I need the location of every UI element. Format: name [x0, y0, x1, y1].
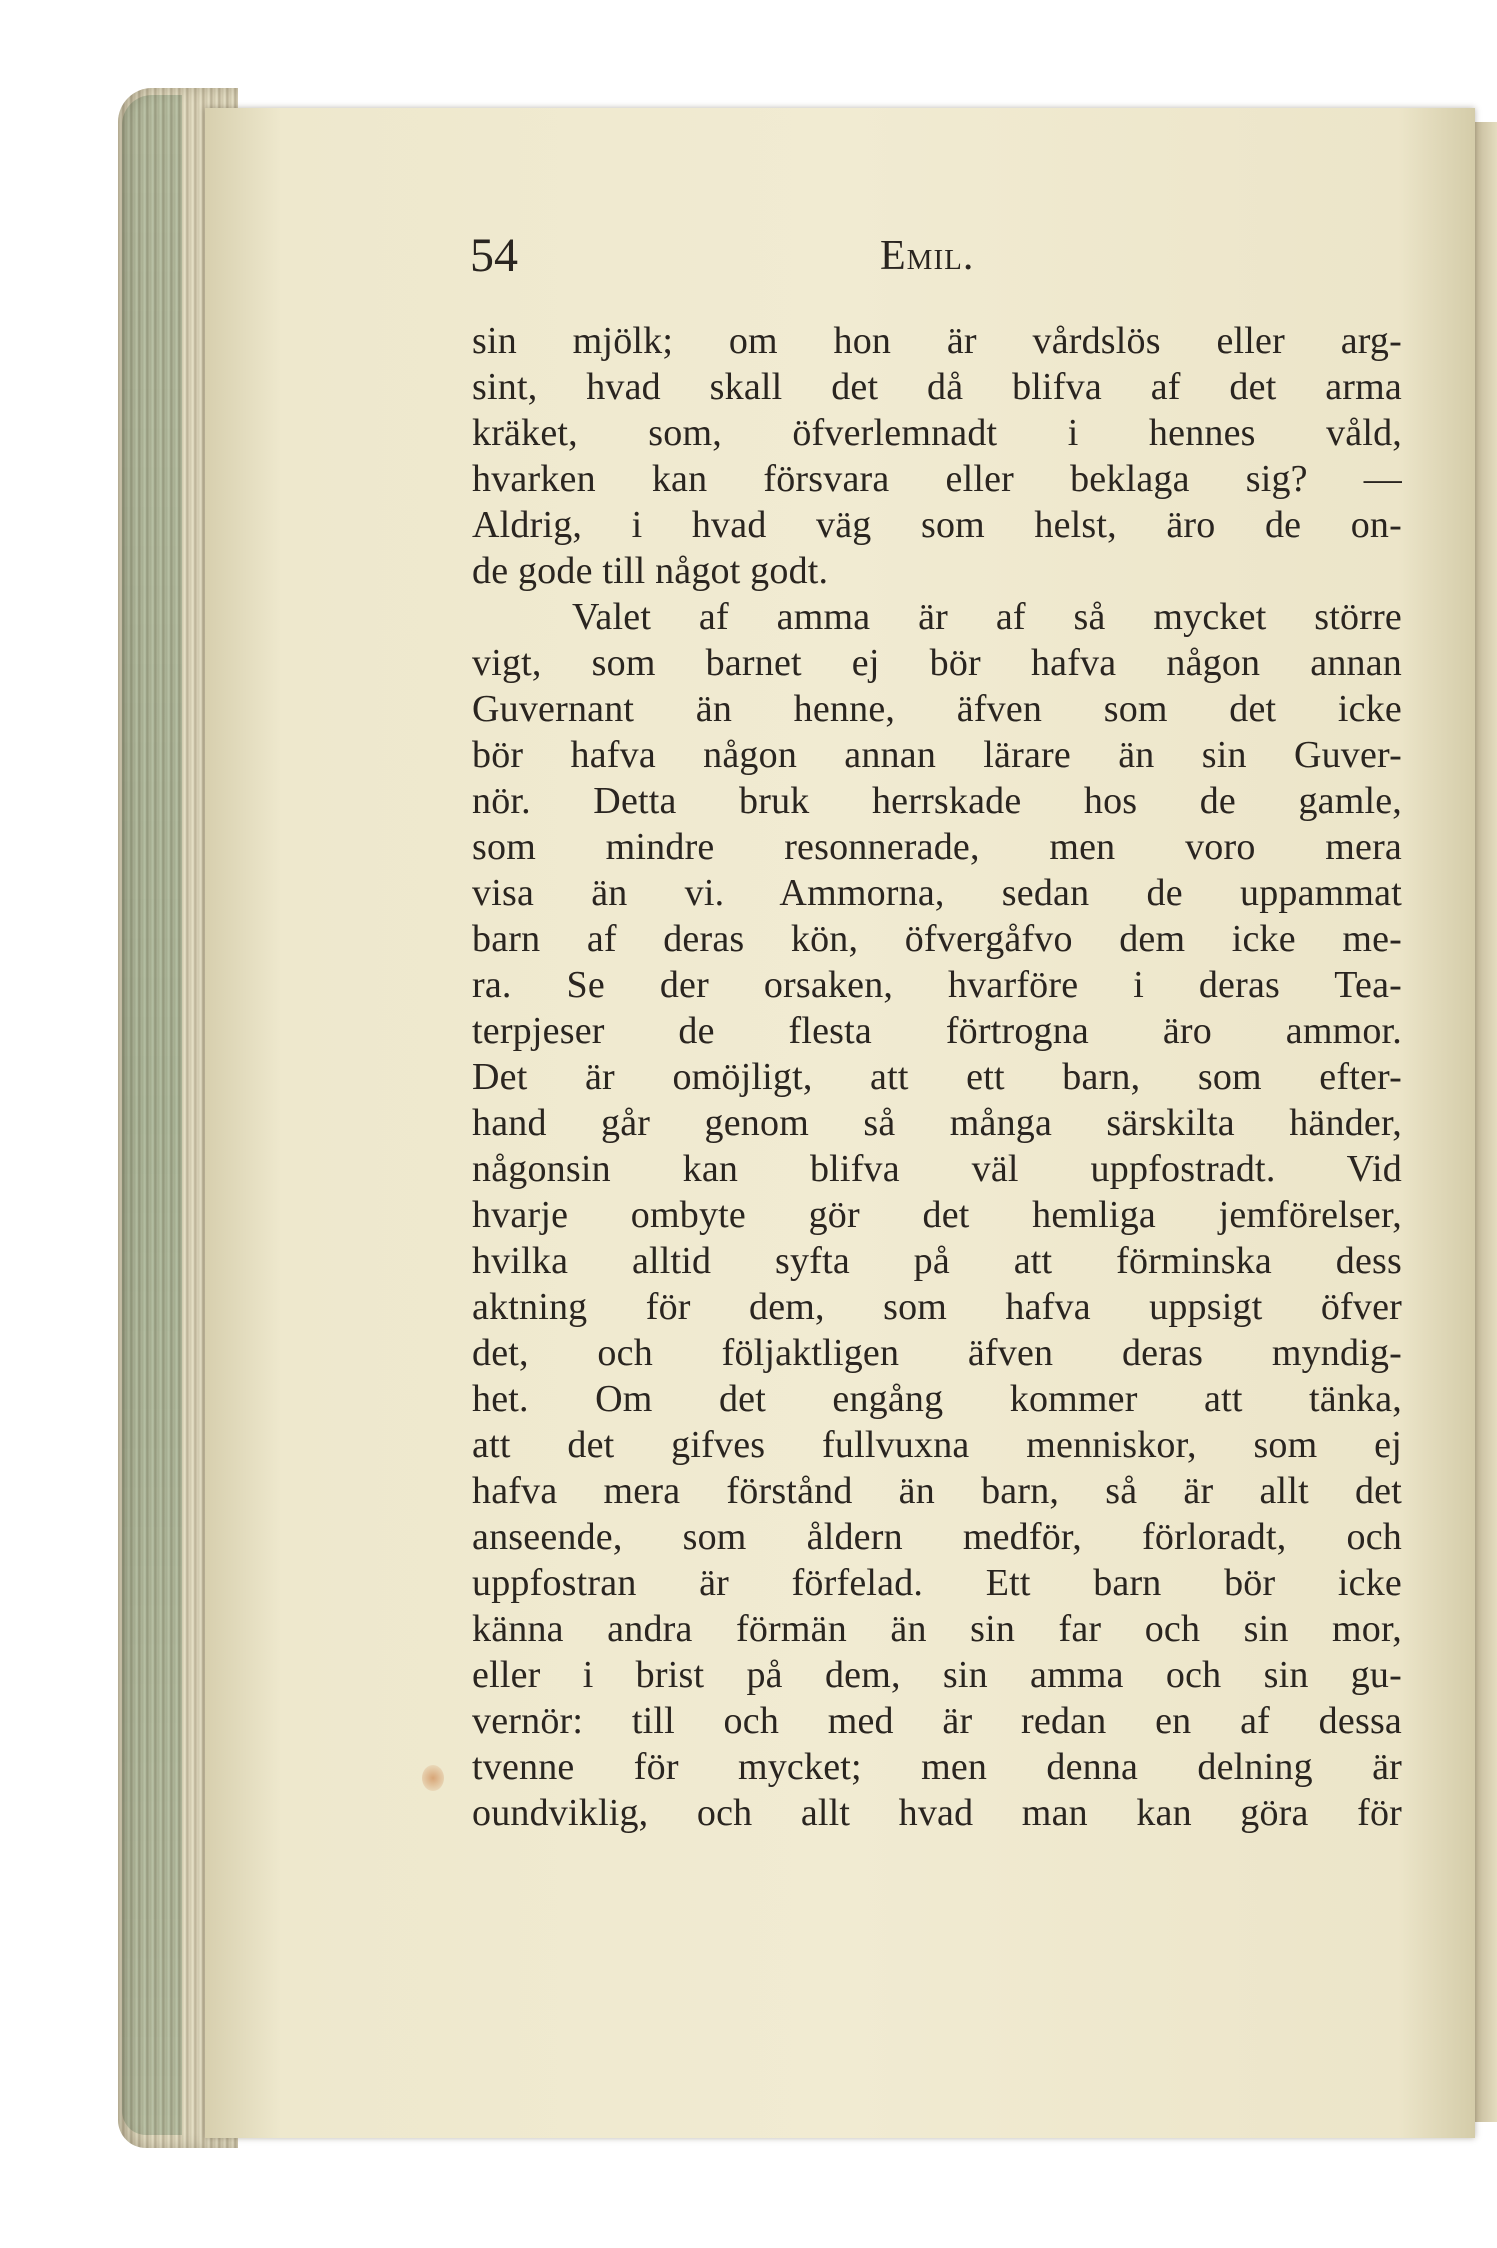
text-line: visa än vi. Ammorna, sedan de uppammat: [472, 872, 1402, 914]
text-line: någonsin kan blifva väl uppfostradt. Vid: [472, 1148, 1402, 1190]
text-line: som mindre resonnerade, men voro mera: [472, 826, 1402, 868]
text-line: kräket, som, öfverlemnadt i hennes våld,: [472, 412, 1402, 454]
text-line: Det är omöjligt, att ett barn, som efter-: [472, 1056, 1402, 1098]
page-edge-tint: [122, 95, 182, 2135]
text-line: känna andra förmän än sin far och sin mor,: [472, 1608, 1402, 1650]
text-line: det, och följaktligen äfven deras myndig-: [472, 1332, 1402, 1374]
text-line: sin mjölk; om hon är vårdslös eller arg-: [472, 320, 1402, 362]
foxing-spot: [422, 1765, 444, 1791]
text-line: bör hafva någon annan lärare än sin Guver-: [472, 734, 1402, 776]
text-line: hvarken kan försvara eller beklaga sig? —: [472, 458, 1402, 500]
text-line: att det gifves fullvuxna menniskor, som ej: [472, 1424, 1402, 1466]
text-line: hvilka alltid syfta på att förminska dess: [472, 1240, 1402, 1282]
text-line: hafva mera förstånd än barn, så är allt det: [472, 1470, 1402, 1512]
text-line: terpjeser de flesta förtrogna äro ammor.: [472, 1010, 1402, 1052]
text-line: Valet af amma är af så mycket större: [572, 596, 1402, 638]
text-line: eller i brist på dem, sin amma och sin gu-: [472, 1654, 1402, 1696]
running-head: Emil.: [880, 233, 975, 279]
text-line: nör. Detta bruk herrskade hos de gamle,: [472, 780, 1402, 822]
text-line: Aldrig, i hvad väg som helst, äro de on-: [472, 504, 1402, 546]
text-line: vigt, som barnet ej bör hafva någon annan: [472, 642, 1402, 684]
text-line: hvarje ombyte gör det hemliga jemförelser,: [472, 1194, 1402, 1236]
text-line: vernör: till och med är redan en af dessa: [472, 1700, 1402, 1742]
text-line: uppfostran är förfelad. Ett barn bör icke: [472, 1562, 1402, 1604]
text-line: anseende, som åldern medför, förloradt, och: [472, 1516, 1402, 1558]
text-line: ra. Se der orsaken, hvarföre i deras Tea-: [472, 964, 1402, 1006]
page-header: [470, 228, 1400, 288]
text-line: Guvernant än henne, äfven som det icke: [472, 688, 1402, 730]
text-line: de gode till något godt.: [472, 550, 829, 592]
body-text: [472, 318, 1402, 1836]
page-number: 54: [470, 229, 518, 282]
text-line: barn af deras kön, öfvergåfvo dem icke me-: [472, 918, 1402, 960]
text-line: aktning för dem, som hafva uppsigt öfver: [472, 1286, 1402, 1328]
text-line: sint, hvad skall det då blifva af det arma: [472, 366, 1402, 408]
text-line: oundviklig, och allt hvad man kan göra för: [472, 1792, 1402, 1834]
text-line: tvenne för mycket; men denna delning är: [472, 1746, 1402, 1788]
text-line: het. Om det engång kommer att tänka,: [472, 1378, 1402, 1420]
text-line: hand går genom så många särskilta händer,: [472, 1102, 1402, 1144]
